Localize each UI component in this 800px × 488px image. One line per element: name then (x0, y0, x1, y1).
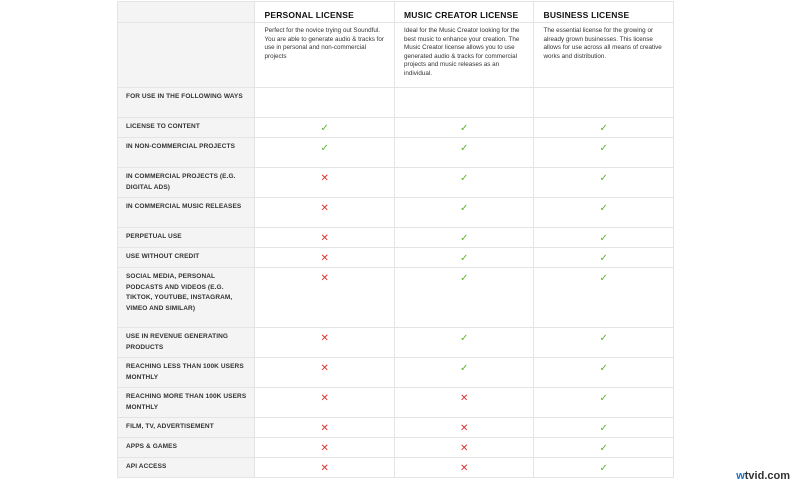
cross-icon: ✕ (320, 443, 329, 454)
availability-cell (534, 228, 674, 248)
plan-description-business (534, 23, 674, 88)
check-icon: ✓ (320, 123, 329, 134)
feature-label-cell (118, 138, 255, 168)
cross-icon: ✕ (320, 333, 329, 344)
feature-label: FILM, TV, ADVERTISEMENT (126, 423, 214, 430)
availability-cell (255, 458, 395, 478)
plan-description-music-creator (394, 23, 534, 88)
plan-description: Ideal for the Music Creator looking for the best music to enhance your creation. The Music Creator license allows you to use generated audio & tracks for commercial projects and music releases as an individual. (403, 27, 520, 77)
plan-header-music-creator (394, 2, 534, 23)
availability-cell (534, 138, 674, 168)
feature-label: API ACCESS (126, 463, 167, 470)
cross-icon: ✕ (320, 173, 329, 184)
feature-label: USE IN REVENUE GENERATING PRODUCTS (126, 333, 229, 351)
cross-icon: ✕ (320, 463, 329, 474)
feature-row (118, 138, 674, 168)
availability-cell (534, 418, 674, 438)
feature-label-cell (118, 228, 255, 248)
feature-label: IN NON-COMMERCIAL PROJECTS (126, 143, 236, 150)
cross-icon: ✕ (320, 393, 329, 404)
availability-cell (255, 198, 395, 228)
feature-label-cell (118, 438, 255, 458)
availability-cell (255, 168, 395, 198)
feature-label-cell (118, 268, 255, 328)
availability-cell (534, 118, 674, 138)
availability-cell (394, 328, 534, 358)
feature-row (118, 248, 674, 268)
availability-cell (394, 228, 534, 248)
feature-row (118, 328, 674, 358)
availability-cell (394, 418, 534, 438)
cross-icon: ✕ (460, 423, 469, 434)
plan-description-row (118, 23, 674, 88)
feature-row (118, 268, 674, 328)
check-icon: ✓ (460, 173, 469, 184)
cross-icon: ✕ (320, 233, 329, 244)
feature-row (118, 168, 674, 198)
availability-cell (394, 198, 534, 228)
feature-label-cell (118, 358, 255, 388)
check-icon: ✓ (320, 143, 329, 154)
cross-icon: ✕ (320, 203, 329, 214)
feature-label: SOCIAL MEDIA, PERSONAL PODCASTS AND VIDEOS (E.G. TIKTOK, YOUTUBE, INSTAGRAM, VIMEO AND SIMILAR) (126, 273, 233, 312)
check-icon: ✓ (599, 123, 608, 134)
feature-label: APPS & GAMES (126, 443, 178, 450)
cross-icon: ✕ (320, 273, 329, 284)
feature-label: REACHING LESS THAN 100K USERS MONTHLY (126, 363, 244, 381)
availability-cell (394, 438, 534, 458)
availability-cell (394, 388, 534, 418)
watermark-prefix: w (736, 470, 745, 482)
feature-label: USE WITHOUT CREDIT (126, 253, 200, 260)
section-empty-cell (394, 88, 534, 118)
plan-header-row (118, 2, 674, 23)
feature-row (118, 118, 674, 138)
check-icon: ✓ (460, 273, 469, 284)
availability-cell (534, 168, 674, 198)
availability-cell (394, 168, 534, 198)
feature-row (118, 458, 674, 478)
cross-icon: ✕ (320, 363, 329, 374)
feature-row (118, 198, 674, 228)
plan-title: MUSIC CREATOR LICENSE (403, 10, 519, 20)
feature-label: IN COMMERCIAL PROJECTS (E.G. DIGITAL ADS) (126, 173, 236, 191)
feature-label-cell (118, 118, 255, 138)
availability-cell (534, 268, 674, 328)
check-icon: ✓ (599, 423, 608, 434)
feature-label-cell (118, 388, 255, 418)
plan-description: The essential license for the growing or already grown businesses. This license allows for use across all means of creative works and distribution. (543, 27, 662, 60)
availability-cell (534, 328, 674, 358)
description-empty-cell (118, 23, 255, 88)
feature-label: IN COMMERCIAL MUSIC RELEASES (126, 203, 242, 210)
check-icon: ✓ (599, 333, 608, 344)
check-icon: ✓ (599, 363, 608, 374)
check-icon: ✓ (599, 393, 608, 404)
availability-cell (534, 358, 674, 388)
plan-description: Perfect for the novice trying out Soundful. You are able to generate audio & tracks for use in personal and non-commercial projects (264, 27, 384, 60)
check-icon: ✓ (460, 253, 469, 264)
availability-cell (534, 198, 674, 228)
check-icon: ✓ (599, 203, 608, 214)
check-icon: ✓ (599, 463, 608, 474)
feature-label: PERPETUAL USE (126, 233, 182, 240)
availability-cell (534, 388, 674, 418)
availability-cell (255, 438, 395, 458)
check-icon: ✓ (460, 203, 469, 214)
check-icon: ✓ (460, 333, 469, 344)
check-icon: ✓ (599, 233, 608, 244)
availability-cell (255, 268, 395, 328)
availability-cell (394, 138, 534, 168)
check-icon: ✓ (460, 233, 469, 244)
feature-label-cell (118, 458, 255, 478)
section-empty-cell (534, 88, 674, 118)
availability-cell (534, 248, 674, 268)
availability-cell (534, 458, 674, 478)
watermark-logo (736, 470, 790, 482)
feature-label: LICENSE TO CONTENT (126, 123, 200, 130)
availability-cell (394, 118, 534, 138)
cross-icon: ✕ (320, 423, 329, 434)
availability-cell (255, 118, 395, 138)
availability-cell (394, 458, 534, 478)
plan-header-business (534, 2, 674, 23)
section-heading: FOR USE IN THE FOLLOWING WAYS (126, 93, 243, 100)
availability-cell (394, 358, 534, 388)
availability-cell (394, 268, 534, 328)
feature-label: REACHING MORE THAN 100K USERS MONTHLY (126, 393, 247, 411)
feature-label-cell (118, 168, 255, 198)
check-icon: ✓ (599, 253, 608, 264)
availability-cell (255, 418, 395, 438)
watermark-text: tvid.com (744, 470, 790, 482)
feature-row (118, 358, 674, 388)
plan-title: PERSONAL LICENSE (264, 10, 354, 20)
plan-header-personal (255, 2, 395, 23)
feature-label-cell (118, 198, 255, 228)
check-icon: ✓ (460, 123, 469, 134)
feature-label-cell (118, 418, 255, 438)
feature-row (118, 388, 674, 418)
feature-label-cell (118, 248, 255, 268)
check-icon: ✓ (460, 143, 469, 154)
check-icon: ✓ (599, 443, 608, 454)
feature-row (118, 418, 674, 438)
availability-cell (534, 438, 674, 458)
availability-cell (394, 248, 534, 268)
plan-title: BUSINESS LICENSE (543, 10, 630, 20)
cross-icon: ✕ (460, 443, 469, 454)
cross-icon: ✕ (460, 463, 469, 474)
cross-icon: ✕ (320, 253, 329, 264)
check-icon: ✓ (599, 143, 608, 154)
check-icon: ✓ (599, 173, 608, 184)
check-icon: ✓ (599, 273, 608, 284)
section-empty-cell (255, 88, 395, 118)
availability-cell (255, 388, 395, 418)
availability-cell (255, 358, 395, 388)
availability-cell (255, 138, 395, 168)
header-empty-cell (118, 2, 255, 23)
section-heading-cell (118, 88, 255, 118)
availability-cell (255, 248, 395, 268)
feature-row (118, 228, 674, 248)
cross-icon: ✕ (460, 393, 469, 404)
check-icon: ✓ (460, 363, 469, 374)
availability-cell (255, 328, 395, 358)
plan-description-personal (255, 23, 395, 88)
availability-cell (255, 228, 395, 248)
section-heading-row (118, 88, 674, 118)
feature-row (118, 438, 674, 458)
feature-label-cell (118, 328, 255, 358)
license-comparison-table (117, 1, 674, 478)
